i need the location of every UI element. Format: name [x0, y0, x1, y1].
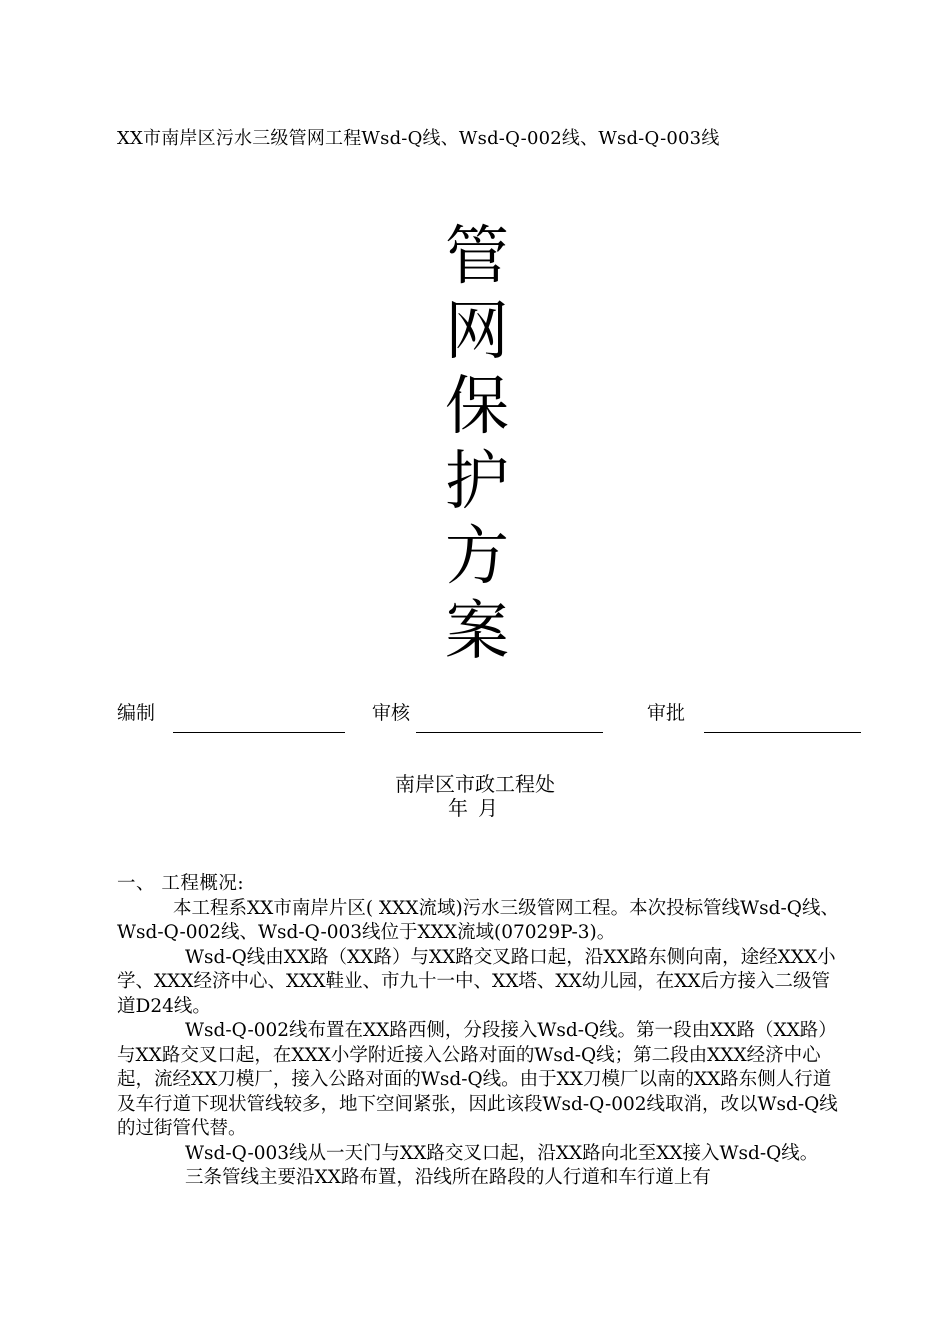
approve-signature-line	[704, 732, 861, 733]
signature-row	[0, 698, 950, 744]
title-char: 管	[445, 220, 509, 294]
project-title: XX市南岸区污水三级管网工程Wsd-Q线、Wsd-Q-002线、Wsd-Q-003线	[117, 128, 720, 149]
document-body	[117, 872, 847, 1191]
body-paragraph: Wsd-Q-002线布置在XX路西侧，分段接入Wsd-Q线。第一段由XX路（XX路）与XX路交叉口起，在XXX小学附近接入公路对面的Wsd-Q线；第二段由XXX经济中心起，流经XX刀模厂，接入公路对面的Wsd-Q线。由于XX刀模厂以南的XX路东侧人行道及车行道下现状管线较多，地下空间紧张，因此该段Wsd-Q-002线取消，改以Wsd-Q线的过街管代替。	[117, 1020, 838, 1139]
body-paragraph: 三条管线主要沿XX路布置，沿线所在路段的人行道和车行道上有	[185, 1167, 711, 1188]
body-paragraph: Wsd-Q线由XX路（XX路）与XX路交叉路口起，沿XX路东侧向南，途经XXX小学、XXX经济中心、XXX鞋业、市九十一中、XX塔、XX幼儿园，在XX后方接入二级管道D24线。	[117, 946, 836, 1017]
title-char: 保	[445, 370, 509, 444]
organization-block	[0, 772, 950, 820]
title-char: 方	[445, 520, 509, 594]
title-char: 护	[445, 445, 509, 519]
organization-name: 南岸区市政工程处	[395, 772, 555, 796]
review-signature-line	[416, 732, 603, 733]
body-paragraph: 本工程系XX市南岸片区( XXX流域)污水三级管网工程。本次投标管线Wsd-Q线、Wsd-Q-002线、Wsd-Q-003线位于XXX流域(07029P-3)。	[117, 897, 839, 943]
title-char: 网	[445, 295, 509, 369]
body-paragraph: Wsd-Q-003线从一天门与XX路交叉口起，沿XX路向北至XX接入Wsd-Q线。	[185, 1142, 819, 1164]
review-label: 审核	[372, 702, 411, 724]
section-heading: 一、 工程概况:	[117, 873, 245, 894]
approve-label: 审批	[647, 702, 686, 724]
compile-label: 编制	[117, 702, 156, 724]
document-date: 年月	[448, 796, 508, 820]
compile-signature-line	[173, 732, 345, 733]
document-title	[437, 220, 517, 670]
title-char: 案	[445, 595, 509, 669]
